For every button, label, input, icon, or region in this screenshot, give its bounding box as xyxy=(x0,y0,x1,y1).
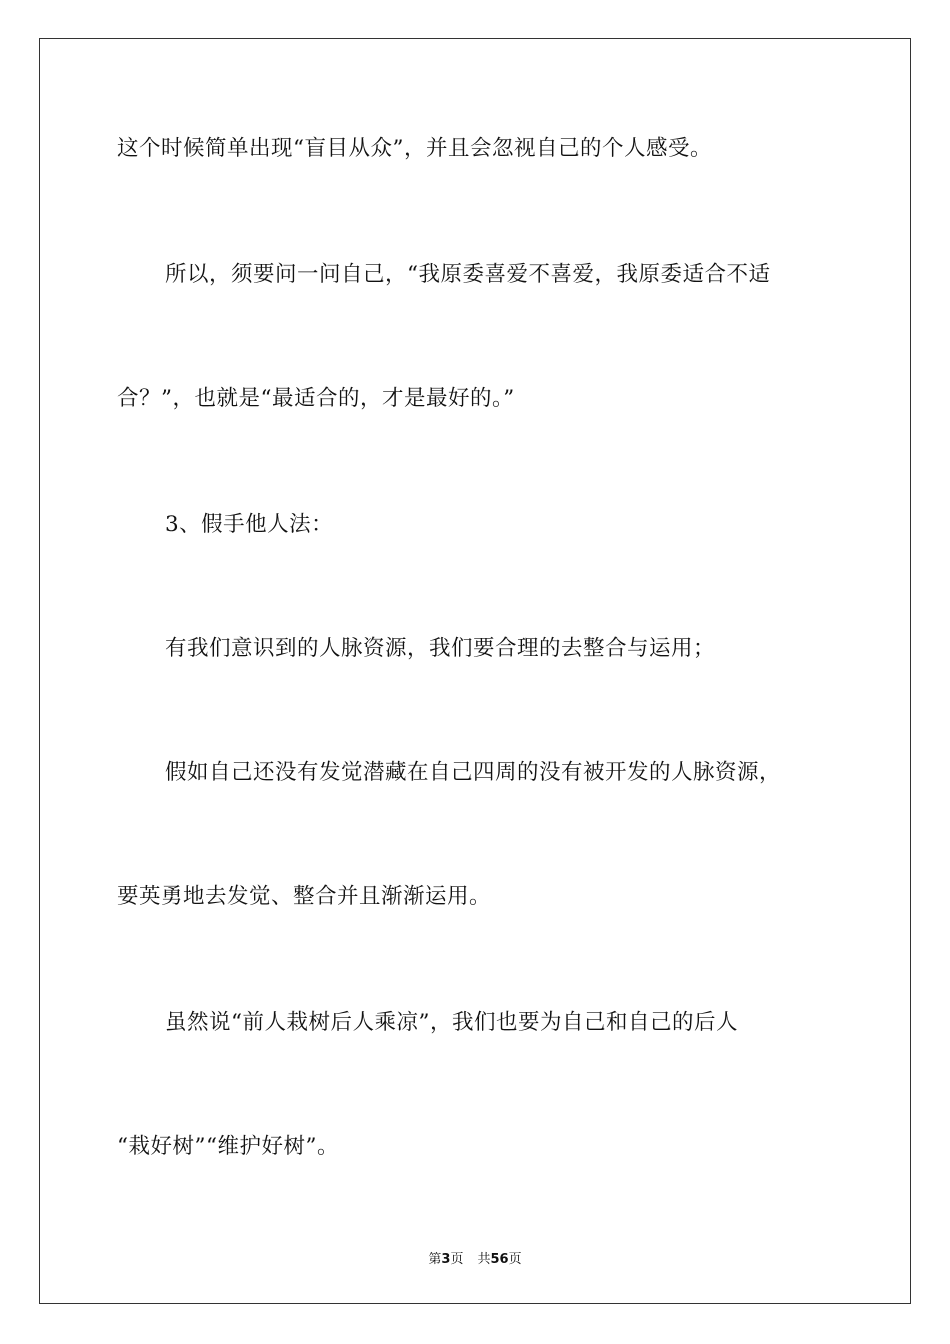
text-line-8: 虽然说“前人栽树后人乘凉”，我们也要为自己和自己的后人 xyxy=(165,1010,738,1035)
footer-total-pages: 56 xyxy=(490,1252,509,1267)
footer-total-suffix: 页 xyxy=(508,1252,522,1267)
footer-total-prefix: 共 xyxy=(477,1252,491,1267)
footer-page-prefix: 第 xyxy=(428,1252,442,1267)
text-line-7: 要英勇地去发觉、整合并且渐渐运用。 xyxy=(117,884,492,909)
text-line-1: 这个时候简单出现“盲目从众”，并且会忽视自己的个人感受。 xyxy=(117,136,712,161)
footer-page-suffix: 页 xyxy=(450,1252,464,1267)
text-line-2: 所以，须要问一问自己，“我原委喜爱不喜爱，我原委适合不适 xyxy=(165,262,771,287)
text-line-3: 合？”，也就是“最适合的，才是最好的。” xyxy=(117,386,515,411)
text-line-5: 有我们意识到的人脉资源，我们要合理的去整合与运用； xyxy=(165,636,716,661)
text-line-9: “栽好树”“维护好树”。 xyxy=(117,1134,339,1159)
text-line-4-heading: 3、假手他人法： xyxy=(165,512,334,537)
text-line-6: 假如自己还没有发觉潜藏在自己四周的没有被开发的人脉资源， xyxy=(165,760,782,785)
page-border xyxy=(39,38,911,1304)
page-footer xyxy=(0,1248,950,1267)
footer-page-number: 3 xyxy=(441,1252,451,1267)
